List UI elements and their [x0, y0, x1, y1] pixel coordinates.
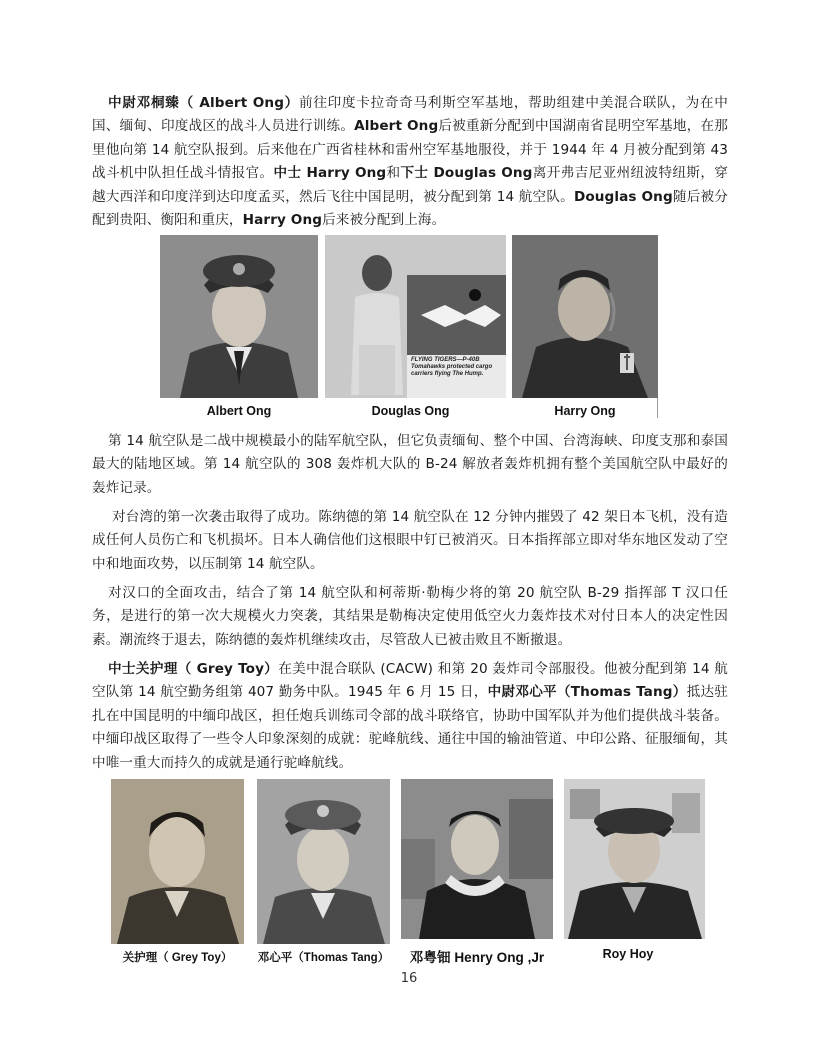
caption-henry-ong-jr: 邓粤钿 Henry Ong ,Jr — [409, 950, 545, 965]
caption-harry-ong: Harry Ong — [554, 404, 616, 418]
photo-douglas-ong — [325, 235, 506, 398]
paragraph-text: 前往印度卡拉奇奇马利斯空军基地，帮助组建中美混合联队，为在中国、缅甸、印度战区的战斗人员进行训练。 — [92, 95, 729, 135]
photo-grey-toy — [111, 779, 244, 944]
paragraph-text: 随后被分配到贵阳、衡阳和重庆， — [92, 188, 728, 229]
photo-henry-ong-jr — [401, 779, 553, 939]
name-grey-toy: 中士关护理（ Grey Toy） — [108, 661, 279, 677]
paragraph-text: 在美中混合联队 (CACW) 和第 20 轰炸司令部服役。他被分配到第 14 航空队第 14 航空勤务组第 407 勤务中队。1945 年 6 月 15 日， — [92, 661, 728, 701]
paragraph-text: 离开弗吉尼亚州纽波特纽斯，穿越大西洋和印度洋到达印度孟买，然后飞往中国昆明，被分配到第 14 航空队。 — [92, 165, 728, 205]
paragraph-taiwan-raid: 对台湾的第一次袭击取得了成功。陈纳德的第 14 航空队在 12 分钟内摧毁了 42 架日本飞机，没有造成任何人员伤亡和飞机损坏。日本人确信他们这根眼中钉已被消灭。日本指挥部立即对华东地区发动了空中和地面攻势，以压制第 14 航空队。 — [92, 509, 728, 572]
caption-thomas-tang: 邓心平（Thomas Tang） — [257, 952, 390, 964]
name-harry-ong-inline: Harry Ong — [242, 212, 323, 229]
paragraph-14th-air-force: 第 14 航空队是二战中规模最小的陆军航空队，但它负责缅甸、整个中国、台湾海峡、印度支那和泰国最大的陆地区域。第 14 航空队的 308 轰炸机大队的 B-24 解放者轰炸机拥有整个美国航空队中最好的轰炸记录。 — [92, 433, 728, 496]
photo-albert-ong — [160, 235, 318, 398]
paragraph-grey-toy — [92, 658, 728, 775]
name-thomas-tang: 中尉邓心平（Thomas Tang） — [487, 684, 687, 701]
caption-albert-ong: Albert Ong — [206, 404, 272, 418]
paragraph-text: 后来被分配到上海。 — [322, 212, 446, 229]
photo-thomas-tang — [257, 779, 390, 944]
paragraph-text: 抵达驻扎在中国昆明的中缅印战区，担任炮兵训练司令部的战斗联络官，协助中国军队并为他们提供战斗装备。中缅印战区取得了一些令人印象深刻的成就：驼峰航线、通往中国的输油管道、中印公路、征服缅甸，其中唯一重大而持久的成就是通行驼峰航线。 — [92, 684, 728, 771]
page-number: 16 — [400, 971, 418, 986]
name-douglas-ong-inline: Douglas Ong — [573, 188, 673, 205]
caption-grey-toy: 关护理（ Grey Toy） — [122, 952, 233, 964]
paragraph-text: 和 — [386, 165, 401, 182]
caption-roy-hoy: Roy Hoy — [602, 947, 654, 961]
caption-douglas-ong: Douglas Ong — [371, 404, 450, 418]
paragraph-hankou-attack: 对汉口的全面攻击，结合了第 14 航空队和柯蒂斯·勒梅少将的第 20 航空队 B-29 指挥部 T 汉口任务，是进行的第一次大规模火力突袭，其结果是勒梅决定使用低空火力轰炸技术对付日本人的决定性因素。潮流终于退去，陈纳德的轰炸机继续攻击，尽管敌人已被击败且不断撤退。 — [92, 585, 728, 648]
name-albert-ong: 中尉邓桐臻（ Albert Ong） — [108, 95, 299, 111]
poster-caption: FLYING TIGERS—P-40B Tomahawks protected cargo carriers flying The Hump. — [411, 357, 493, 377]
name-douglas-ong: 下士 Douglas Ong — [400, 165, 533, 182]
paragraph-albert-ong — [92, 92, 728, 232]
paragraph-text: 后被重新分配到中国湖南省昆明空军基地，在那里他向第 14 航空队报到。后来他在广西省桂林和雷州空军基地服役，并于 1944 年 4 月被分配到第 43 战斗机中队担任战斗情报官。 — [92, 118, 729, 182]
name-albert-ong-inline: Albert Ong — [354, 118, 439, 135]
photo-roy-hoy — [564, 779, 705, 939]
photo-harry-ong — [512, 235, 658, 398]
name-harry-ong: 中士 Harry Ong — [273, 165, 387, 182]
